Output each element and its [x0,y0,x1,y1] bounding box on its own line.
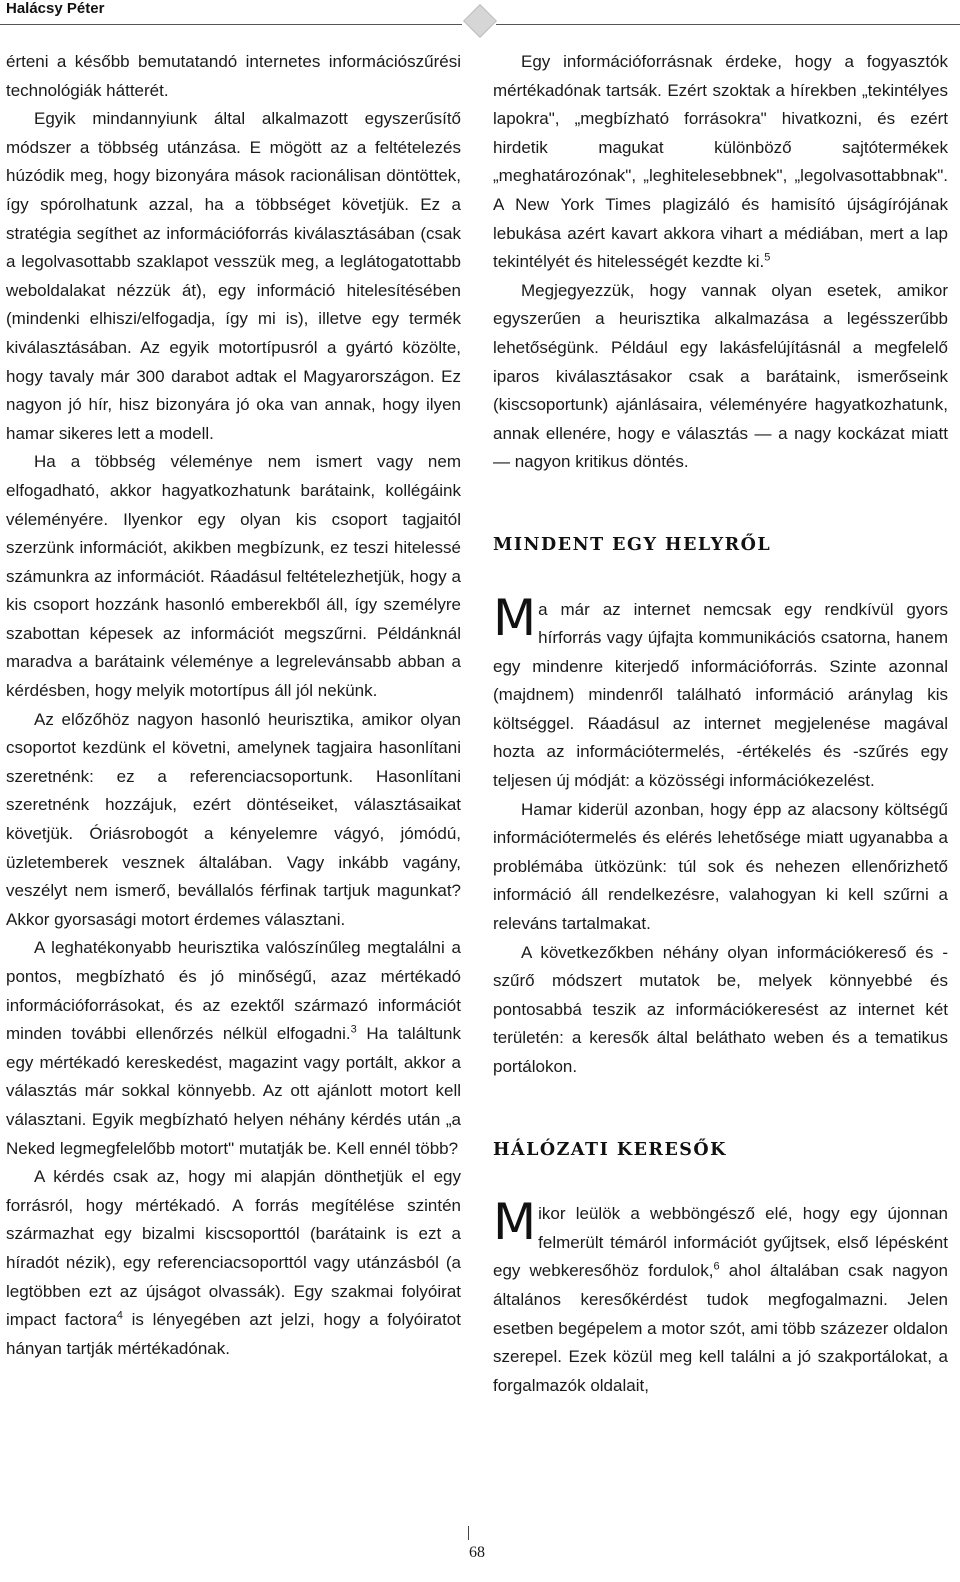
paragraph-text: Egy információforrásnak érdeke, hogy a fogyasztók mértékadónak tartsák. Ezért szoktak a hírekben „tekintélyes lapokra", „megbízható forrásokra" hivatkozni, és ezért hirdetik magukat különböző sajtótermékek „meghatározónak", „leghitelesebbnek", „legolvasottabbnak". A New York Times plagizáló és hamisító újságírójának lebukása azért kavart akkora vihart a médiában, mert a lap tekintélyét és hitelességét kezdte ki. [493,52,948,272]
section-heading: MINDENT EGY HELYRŐL [493,534,772,555]
paragraph: Egyik mindannyiunk által alkalmazott egyszerűsítő módszer a többség utánzása. E mögött az a feltételezés húzódik meg, hogy bizonyára mások racionálisan döntöttek, így spórolhatunk azzal, ha a többséget követjük. Ez a stratégia segíthet az információforrás kiválasztásában (csak a legolvasottabb szaklapot vesszük meg, a leglátogatottabb weboldalakat nézzük át), egy információ hitelesítésében (mindenki elhiszi/elfogadja, így mi is), illetve egy termék kiválasztásában. Az egyik motortípusról a gyártó közölte, hogy tavaly már 300 darabot adtak el Magyarországon. Ez nagyon jó hír, hisz bizonyára jó oka van annak, hogy ilyen hamar sikeres lett a modell. [6,109,461,443]
drop-cap: M [493,1193,537,1252]
header-rule-left [0,24,462,25]
footnote-ref: 5 [764,251,771,264]
paragraph-text: ahol általában csak nagyon általános keresőkérdést tudok megfogalmazni. Jelen esetben begépelem a motor szót, ami több százezer oldalon szerepel. Ezek közül meg kell találni a jó szakportálokat, a forgalmazók oldalait, [493,1261,948,1395]
paragraph: Az előzőhöz nagyon hasonló heurisztika, amikor olyan csoportot kezdünk el követni, amelynek tagjaira hasonlítani szeretnénk: ez a referenciacsoportunk. Hasonlítani szeretnénk hozzájuk, ezért döntéseiket, választásaikat követjük. Óriásrobogót a kényelemre vágyó, jómódú, üzletemberek vesznek általában. Vagy inkább vagány, veszélyt nem ismerő, bevállalós férfinak tartjuk magunkat? Akkor gyorsasági motort érdemes választani. [6,709,461,929]
paragraph-text: A kérdés csak az, hogy mi alapján dönthetjük el egy forrásról, hogy mértékadó. A forrás megítélése szintén származhat egy bizalmi kiscsoporttól (barátaink is ezt a híradót nézik), egy referenciacsoporttól vagy utánzásból (a legtöbben ezt az újságot olvassák). Egy szakmai folyóirat impact factora [6,1167,461,1330]
paragraph [493,588,948,796]
footnote-ref: 3 [350,1023,357,1036]
section-heading: HÁLÓZATI KERESŐK [493,1139,727,1160]
paragraph-text: ikor leülök a webböngésző elé, hogy egy újonnan felmerült témáról információt gyűjtsek, első lépésként egy webkeresőhöz fordulok, [493,1204,948,1281]
paragraph [6,934,461,1163]
paragraph-text: Ha találtunk egy mértékadó kereskedést, magazint vagy portált, akkor a választás már sokkal könnyebb. Az ott ajánlott motort kell választani. Egyik megbízható helyen néhány kérdés után „a Neked legmegfelelőbb motort" mutatják be. Kell ennél több? [6,1024,461,1158]
footnote-ref: 6 [713,1260,720,1273]
diamond-ornament-icon [463,4,497,38]
paragraph-text: a már az internet nemcsak egy rendkívül gyors hírforrás vagy újfajta kommunikációs csatorna, hanem egy mindenre kiterjedő információforrás. Szinte azonnal (majdnem) mindenről található információ aránylag kis költséggel. Ráadásul az internet megjelenése magával hozta az információtermelés, -értékelés és -szűrés egy teljesen új módját: a közösségi információkezelést. [493,599,948,791]
paragraph: Megjegyezzük, hogy vannak olyan esetek, amikor egyszerűen a heurisztika alkalmazása a legésszerűbb lehetőségünk. Például egy lakásfelújításnál a megfelelő iparos kiválasztásakor csak a barátaink, ismerőseink (kiscsoportunk) ajánlásaira, véleményére hagyatkozhatunk, annak ellenére, hogy e választás — a nagy kockázat miatt — nagyon kritikus döntés. [493,280,948,472]
paragraph-text: A leghatékonyabb heurisztika valószínűleg megtalálni a pontos, megbízható és jó minőségű, azaz mértékadó információforrásokat, és az ezektől származó információt minden további ellenőrzés nélkül elfogadni. [6,938,461,1044]
paragraph: érteni a később bemutatandó internetes információszűrési technológiák hátterét. [6,52,461,100]
right-column [493,48,948,1400]
paragraph: Ha a többség véleménye nem ismert vagy nem elfogadható, akkor hagyatkozhatunk barátaink, kollégáink véleményére. Ilyenkor egy olyan kis csoport tagjaitól szerzünk információt, akikben megbízunk, ez teszi hitelessé számunkra az információt. Ráadásul feltételezhetjük, hogy a kis csoport hozzánk hasonló emberekből áll, így személyre szabottan képesek az információt megszűrni. Példánknál maradva a barátaink véleménye a legrelevánsabb abban a kérdésben, hogy melyik motortípus áll jól nekünk. [6,452,461,701]
paragraph: A következőkben néhány olyan információkereső és -szűrő módszert mutatok be, melyek könnyebbé és pontosabbá teszik az információkeresést az internet két területén: a keresők által beláthato weben és a tematikus portálokon. [493,942,948,1076]
left-column [6,48,461,1363]
drop-cap: M [493,588,537,647]
paragraph-text: is lényegében azt jelzi, hogy a folyóiratot hányan tartják mértékadónak. [6,1310,461,1358]
author-name: Halácsy Péter [6,0,105,17]
paragraph [493,48,948,277]
paragraph [493,1193,948,1400]
paragraph: Hamar kiderül azonban, hogy épp az alacsony költségű információtermelés és elérés lehetősége miatt ugyanabba a problémába ütközünk: túl sok és nehezen ellenőrizhető információ áll rendelkezésre, valahogyan ki kell szűrni a releváns tartalmakat. [493,799,948,934]
paragraph [6,1163,461,1363]
page-number: 68 [469,1544,485,1561]
header-rule-right [496,24,960,25]
footnote-ref: 4 [116,1309,123,1322]
page-number-rule [468,1526,469,1540]
